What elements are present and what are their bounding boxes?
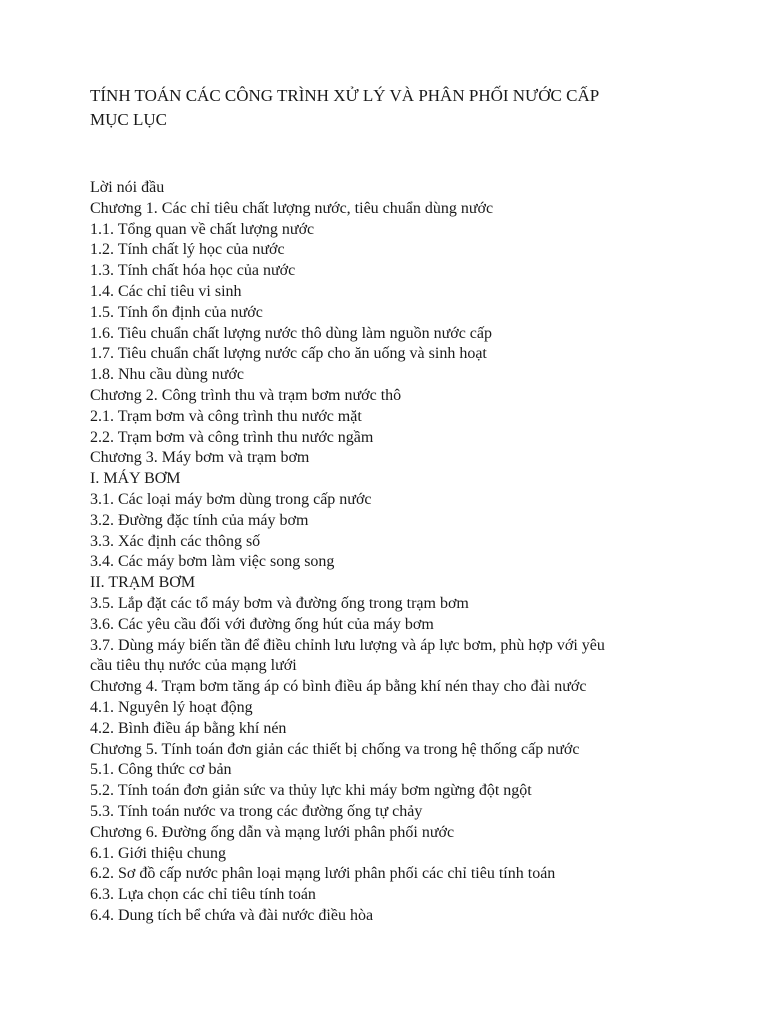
toc-entry: I. MÁY BƠM	[90, 470, 181, 488]
toc-entry: 1.5. Tính ổn định của nước	[90, 303, 263, 321]
toc-entry: 5.2. Tính toán đơn giản sức va thủy lực khi máy bơm ngừng đột ngột	[90, 782, 532, 800]
toc-entry: Lời nói đầu	[90, 179, 165, 196]
toc-entry: 6.2. Sơ đồ cấp nước phân loại mạng lưới phân phối các chỉ tiêu tính toán	[90, 865, 556, 883]
toc-entry: 1.6. Tiêu chuẩn chất lượng nước thô dùng làm nguồn nước cấp	[90, 324, 493, 342]
toc-entry: Chương 5. Tính toán đơn giản các thiết bị chống va trong hệ thống cấp nước	[90, 740, 580, 758]
toc-entry: 6.1. Giới thiệu chung	[90, 844, 226, 862]
toc-entry: 1.2. Tính chất lý học của nước	[90, 241, 285, 259]
toc-entry: 2.1. Trạm bơm và công trình thu nước mặt	[90, 407, 362, 425]
toc-entry: cầu tiêu thụ nước của mạng lưới	[90, 657, 297, 675]
toc-entry: 4.1. Nguyên lý hoạt động	[90, 698, 253, 716]
toc-entry: Chương 4. Trạm bơm tăng áp có bình điều áp bằng khí nén thay cho đài nước	[90, 678, 587, 696]
table-of-contents	[90, 178, 730, 927]
toc-entry: 1.8. Nhu cầu dùng nước	[90, 366, 244, 384]
toc-entry: 3.4. Các máy bơm làm việc song song	[90, 553, 335, 571]
toc-entry: 3.5. Lắp đặt các tổ máy bơm và đường ống trong trạm bơm	[90, 594, 469, 612]
toc-entry: 5.1. Công thức cơ bản	[90, 761, 232, 779]
toc-entry: 1.7. Tiêu chuẩn chất lượng nước cấp cho ăn uống và sinh hoạt	[90, 345, 487, 363]
toc-entry: 1.1. Tổng quan về chất lượng nước	[90, 220, 315, 238]
toc-entry: 5.3. Tính toán nước va trong các đường ống tự chảy	[90, 802, 423, 820]
toc-entry: 3.1. Các loại máy bơm dùng trong cấp nước	[90, 490, 372, 508]
toc-entry: 3.3. Xác định các thông số	[90, 532, 261, 550]
document-page	[90, 84, 730, 927]
toc-entry: 3.6. Các yêu cầu đối với đường ống hút của máy bơm	[90, 615, 434, 633]
toc-entry: 2.2. Trạm bơm và công trình thu nước ngầm	[90, 428, 374, 446]
spacer	[90, 132, 730, 178]
toc-entry: 4.2. Bình điều áp bằng khí nén	[90, 719, 287, 737]
toc-entry: Chương 3. Máy bơm và trạm bơm	[90, 449, 310, 467]
document-title: TÍNH TOÁN CÁC CÔNG TRÌNH XỬ LÝ VÀ PHÂN PHỐI NƯỚC CẤP	[90, 86, 600, 105]
toc-entry: 3.2. Đường đặc tính của máy bơm	[90, 511, 309, 529]
toc-entry: Chương 6. Đường ống dẫn và mạng lưới phân phối nước	[90, 823, 455, 841]
toc-entry: 1.4. Các chỉ tiêu vi sinh	[90, 282, 242, 300]
toc-entry: Chương 2. Công trình thu và trạm bơm nước thô	[90, 386, 402, 404]
toc-entry: 6.4. Dung tích bể chứa và đài nước điều hòa	[90, 906, 374, 924]
toc-entry: 3.7. Dùng máy biến tần để điều chỉnh lưu lượng và áp lực bơm, phù hợp với yêu	[90, 636, 605, 654]
toc-heading: MỤC LỤC	[90, 110, 167, 129]
toc-entry: Chương 1. Các chỉ tiêu chất lượng nước, tiêu chuẩn dùng nước	[90, 199, 494, 217]
toc-entry: II. TRẠM BƠM	[90, 574, 196, 592]
toc-entry: 1.3. Tính chất hóa học của nước	[90, 262, 296, 280]
toc-entry: 6.3. Lựa chọn các chỉ tiêu tính toán	[90, 886, 316, 904]
